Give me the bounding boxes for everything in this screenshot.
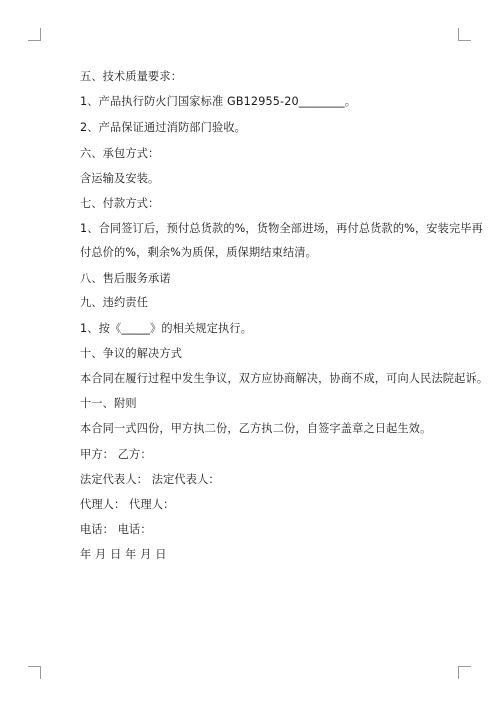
section-6-body: 含运输及安装。 bbox=[80, 172, 160, 185]
signature-phone: 电话： 电话： bbox=[80, 523, 152, 536]
section-10-title: 十、争议的解决方式 bbox=[80, 347, 183, 360]
section-7-body-line-1: 1、合同签订后，预付总货款的%，货物全部进场，再付总货款的%，安装完毕再 bbox=[80, 222, 483, 235]
section-10-body: 本合同在履行过程中发生争议，双方应协商解决，协商不成，可向人民法院起诉。 bbox=[80, 372, 489, 385]
corner-mark-bottom-right bbox=[458, 666, 471, 679]
section-5-item-1-end: 。 bbox=[344, 95, 357, 108]
section-9-title: 九、违约责任 bbox=[80, 296, 149, 309]
section-7-title: 七、付款方式： bbox=[80, 197, 160, 210]
section-11-title: 十一、附则 bbox=[80, 397, 137, 410]
section-11-body: 本合同一式四份，甲方执二份，乙方执二份，自签字盖章之日起生效。 bbox=[80, 422, 432, 435]
section-9-item-1 bbox=[80, 322, 252, 336]
signature-date: 年 月 日 年 月 日 bbox=[80, 548, 167, 561]
corner-mark-bottom-left bbox=[28, 666, 41, 679]
section-5-item-1-text: 1、产品执行防火门国家标准 GB12955-20 bbox=[80, 95, 299, 108]
corner-mark-top-left bbox=[28, 28, 41, 41]
section-8-title: 八、售后服务承诺 bbox=[80, 272, 171, 285]
section-7-body-line-2: 付总价的%，剩余%为质保，质保期结束结清。 bbox=[80, 246, 317, 259]
signature-agent: 代理人： 代理人： bbox=[80, 498, 175, 511]
corner-mark-top-right bbox=[458, 28, 471, 41]
regulation-name-blank: _____ bbox=[121, 322, 150, 335]
section-5-item-2: 2、产品保证通过消防部门验收。 bbox=[80, 121, 246, 134]
section-5-title: 五、技术质量要求： bbox=[80, 70, 183, 83]
section-9-item-1-end: 》的相关规定执行。 bbox=[150, 322, 253, 335]
section-5-item-1 bbox=[80, 95, 356, 109]
section-9-item-1-text: 1、按《 bbox=[80, 322, 122, 335]
signature-parties: 甲方： 乙方： bbox=[80, 448, 152, 461]
signature-legal-rep: 法定代表人： 法定代表人： bbox=[80, 473, 220, 486]
standard-year-blank: ________ bbox=[298, 95, 345, 108]
section-6-title: 六、承包方式： bbox=[80, 147, 160, 160]
